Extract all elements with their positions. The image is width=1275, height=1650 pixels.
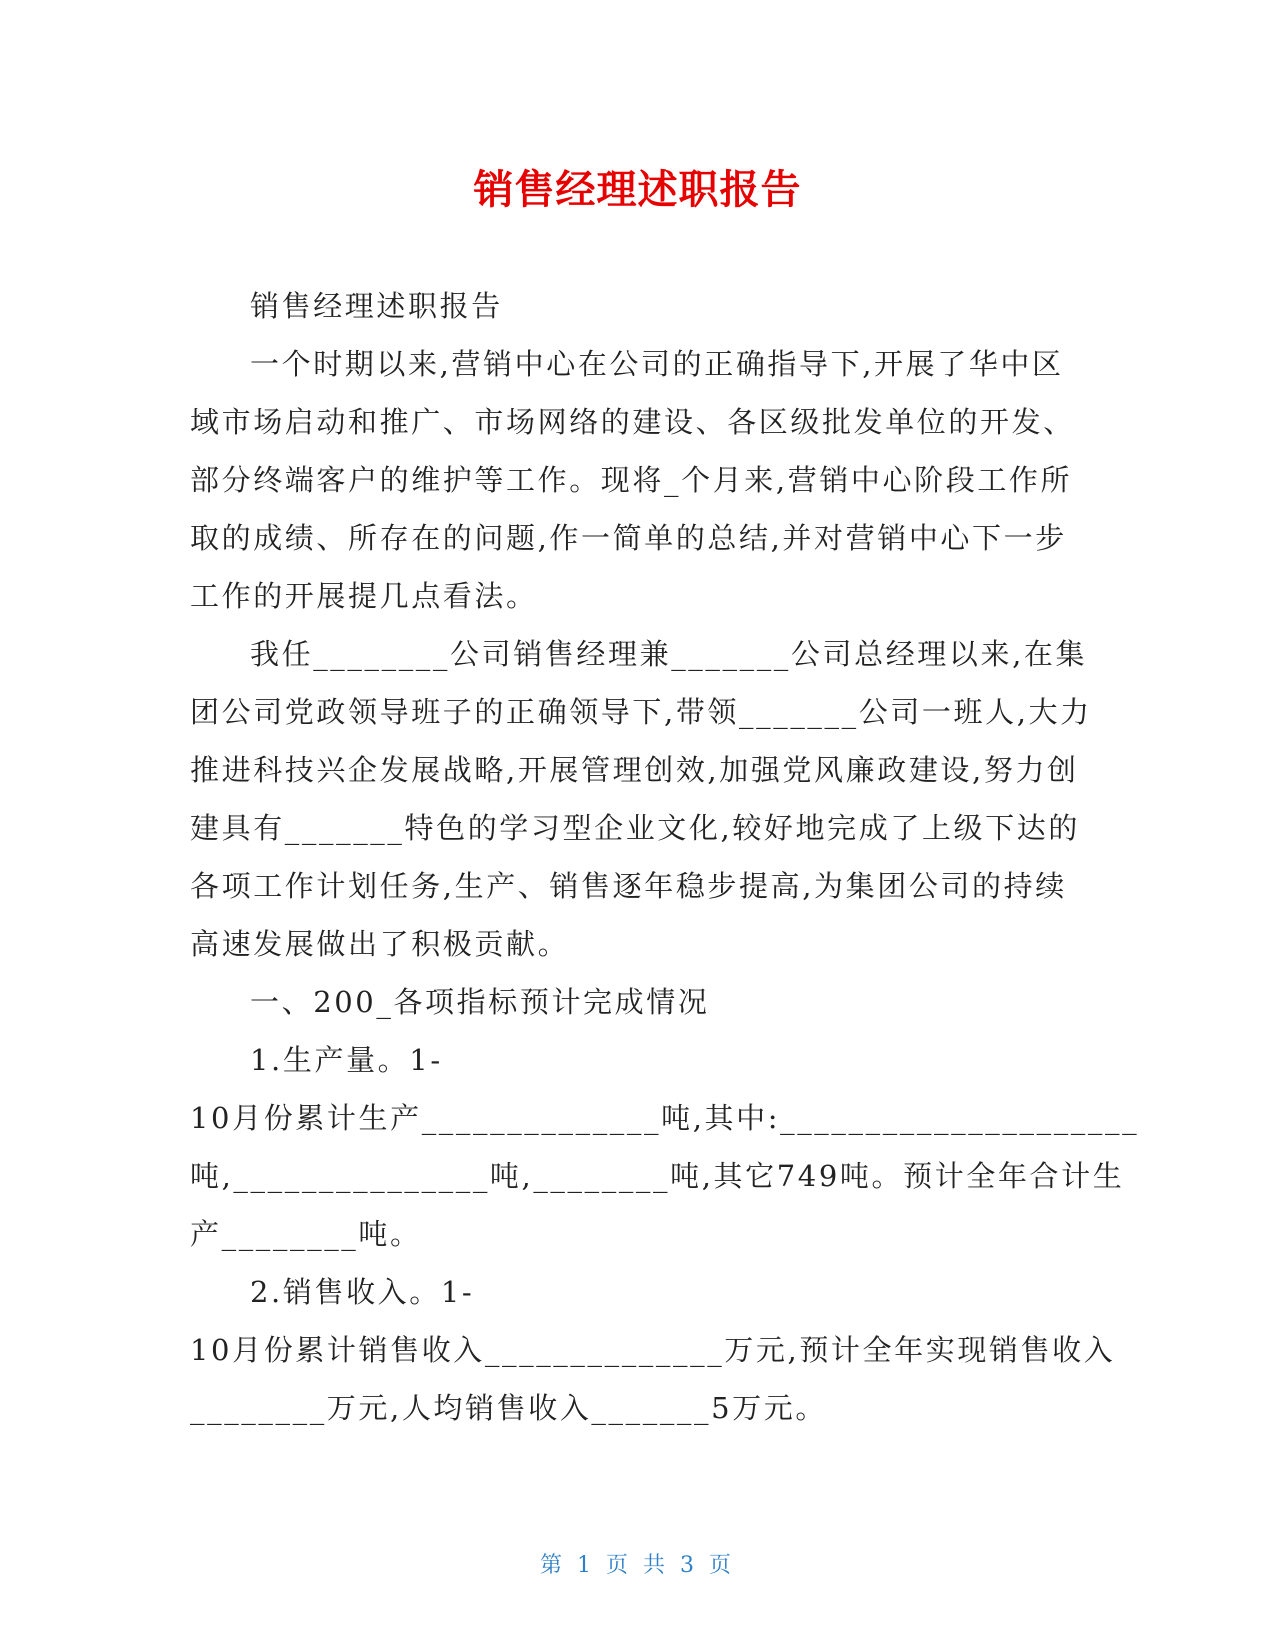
body-line: 10月份累计销售收入______________万元,预计全年实现销售收入: [190, 1333, 1116, 1367]
body-line: 一个时期以来,营销中心在公司的正确指导下,开展了华中区: [250, 347, 1064, 381]
body-line: 部分终端客户的维护等工作。现将_个月来,营销中心阶段工作所: [190, 463, 1073, 497]
body-line: 2.销售收入。1-: [250, 1275, 475, 1309]
body-line: 高速发展做出了积极贡献。: [190, 927, 570, 961]
body-line: 吨,_______________吨,________吨,其它749吨。预计全年合计生: [190, 1159, 1125, 1193]
section-heading: 一、200_各项指标预计完成情况: [250, 985, 710, 1019]
body-line: ________万元,人均销售收入_______5万元。: [190, 1391, 827, 1425]
body-line: 工作的开展提几点看法。: [190, 579, 538, 613]
body-line: 建具有_______特色的学习型企业文化,较好地完成了上级下达的: [190, 811, 1080, 845]
body-line: 10月份累计生产______________吨,其中:_____________________: [190, 1101, 1140, 1135]
body-line: 推进科技兴企发展战略,开展管理创效,加强党风廉政建设,努力创: [190, 753, 1079, 787]
document-title: 销售经理述职报告: [473, 167, 802, 213]
body-line: 各项工作计划任务,生产、销售逐年稳步提高,为集团公司的持续: [190, 869, 1067, 903]
body-line: 1.生产量。1-: [250, 1043, 443, 1077]
body-line: 销售经理述职报告: [250, 289, 503, 323]
body-line: 域市场启动和推广、市场网络的建设、各区级批发单位的开发、: [190, 405, 1075, 439]
body-line: 产________吨。: [190, 1217, 422, 1251]
body-line: 我任________公司销售经理兼_______公司总经理以来,在集: [250, 637, 1088, 671]
body-line: 取的成绩、所存在的问题,作一简单的总结,并对营销中心下一步: [190, 521, 1067, 555]
page-number: 第 1 页 共 3 页: [540, 1553, 735, 1578]
body-line: 团公司党政领导班子的正确领导下,带领_______公司一班人,大力: [190, 695, 1092, 729]
